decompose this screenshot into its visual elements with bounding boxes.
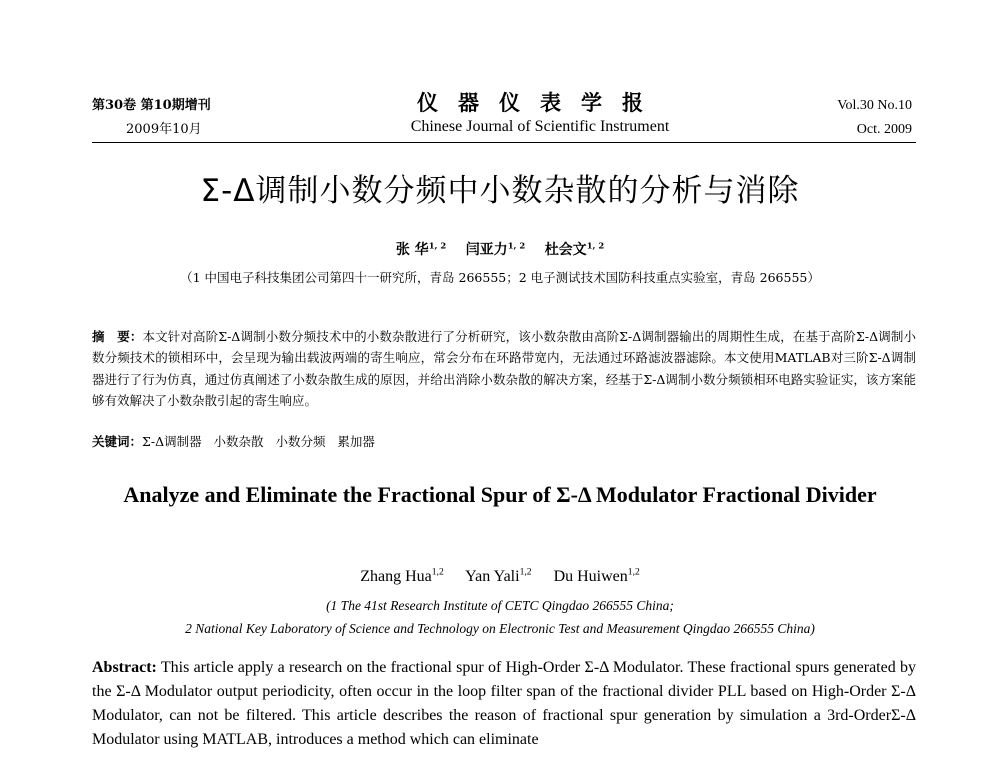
author-name-en: Du Huiwen <box>553 568 628 585</box>
abstract-cn <box>92 326 916 411</box>
author-name-en: Zhang Hua <box>360 568 432 585</box>
abstract-en <box>92 656 916 752</box>
author-affil-sup: 1,2 <box>627 566 640 578</box>
author-name-en: Yan Yali <box>465 568 520 585</box>
abstract-text-cn: 本文针对高阶Σ-Δ调制小数分频技术中的小数杂散进行了分析研究，该小数杂散由高阶Σ-Δ调制器输出的周期性生成，在基于高阶Σ-Δ调制小数分频技术的锁相环中，会呈现为输出载波两端的寄生响应，常会分布在环路带宽内，无法通过环路滤波器滤除。本文使用MATLAB对三阶Σ-Δ调制器进行了行为仿真，通过仿真阐述了小数杂散生成的原因，并给出消除小数杂散的解决方案，经基于Σ-Δ调制小数分频锁相环电路实验证实，该方案能够有效解决了小数杂散引起的寄生响应。 <box>92 329 916 408</box>
journal-masthead <box>360 90 720 138</box>
journal-volume-info-en <box>837 94 912 142</box>
journal-name-en: Chinese Journal of Scientific Instrument <box>410 118 670 135</box>
issue-date-en: Oct. 2009 <box>856 122 912 137</box>
author-affil-sup: 1, 2 <box>586 240 605 251</box>
author-name-cn: 张 华 <box>395 242 429 258</box>
keywords-label-cn: 关键词： <box>92 434 143 449</box>
affiliation-en-line: (1 The 41st Research Institute of CETC Qingdao 266555 China; <box>326 598 674 613</box>
affiliation-en-line: 2 National Key Laboratory of Science and Technology on Electronic Test and Measurement Qingdao 266555 China) <box>185 621 815 636</box>
author-affil-sup: 1, 2 <box>428 240 447 251</box>
volume-number-en: Vol.30 No.10 <box>837 98 912 113</box>
volume-issue: 第30卷 第10期增刊 <box>92 98 211 113</box>
journal-name-cn: 仪器仪表学报 <box>417 90 663 115</box>
author-affil-sup: 1,2 <box>519 566 532 578</box>
journal-volume-info <box>92 94 211 142</box>
keywords-cn <box>92 432 916 452</box>
author-name-cn: 杜会文 <box>544 242 587 258</box>
affiliation-en <box>0 594 1000 640</box>
issue-date-cn: 2009年10月 <box>126 122 202 137</box>
abstract-text-en: This article apply a research on the fractional spur of High-Order Σ-Δ Modulator. These fractional spurs generated by the Σ-Δ Modulator output periodicity, often occur in the loop filter span of the fractional divider PLL based on High-Order Σ-Δ Modulator, can not be filtered. This article describes the reason of fractional spur generation by simulation a 3rd-OrderΣ-Δ Modulator using MATLAB, introduces a method which can eliminate <box>92 659 916 748</box>
keyword: 累加器 <box>337 434 375 449</box>
paper-title-en: Analyze and Eliminate the Fractional Spur of Σ-Δ Modulator Fractional Divider <box>123 482 877 507</box>
author-list-cn <box>0 240 1000 260</box>
author-name-cn: 闫亚力 <box>465 242 508 258</box>
affiliation-cn: （1 中国电子科技集团公司第四十一研究所，青岛 266555；2 电子测试技术国防科技重点实验室，青岛 266555） <box>180 270 820 285</box>
abstract-label-en: Abstract: <box>92 659 157 676</box>
author-affil-sup: 1,2 <box>431 566 444 578</box>
author-affil-sup: 1, 2 <box>507 240 526 251</box>
keyword: Σ-Δ调制器 <box>142 434 202 449</box>
paper-title-cn: Σ-Δ调制小数分频中小数杂散的分析与消除 <box>200 173 800 209</box>
keyword: 小数杂散 <box>213 434 264 449</box>
author-list-en <box>0 566 1000 588</box>
header-rule <box>92 142 916 143</box>
abstract-label-cn: 摘 要： <box>92 329 143 344</box>
keyword: 小数分频 <box>275 434 326 449</box>
